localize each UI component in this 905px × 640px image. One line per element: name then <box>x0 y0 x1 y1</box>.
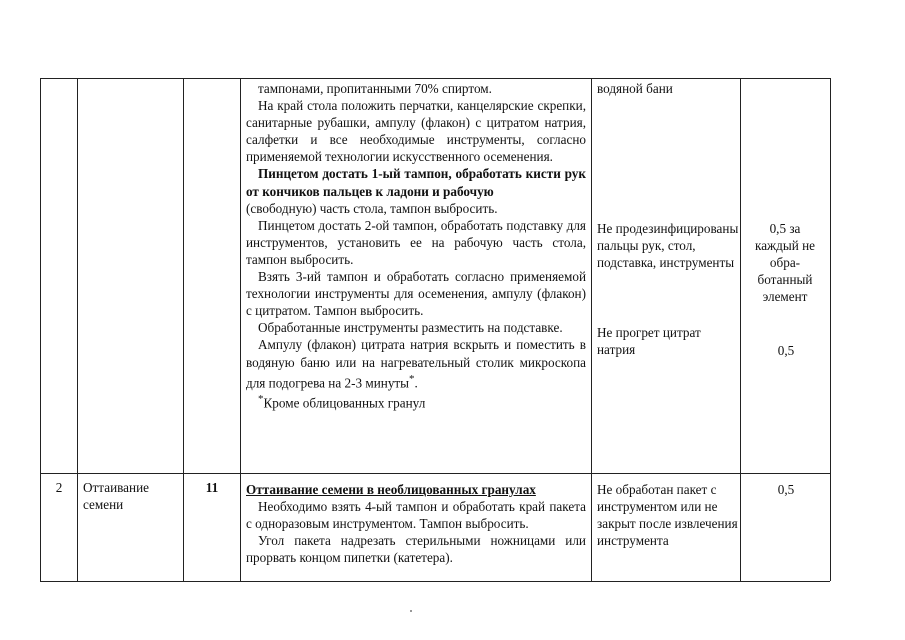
period: . <box>414 374 418 390</box>
procedure-step: Угол пакета надрезать стерильными ножницами или прорвать концом пипетки (катетера). <box>246 533 586 566</box>
row-number: 2 <box>55 480 63 495</box>
points-text: 0,5 <box>777 482 795 497</box>
procedure-content-cell <box>246 481 586 566</box>
procedure-step-bold <box>246 165 586 199</box>
col-border-5 <box>591 78 592 581</box>
col-border-1 <box>40 78 41 581</box>
error-text: Не обработан пакет с инструментом или не закрыт после извлечения инструмента <box>597 482 738 549</box>
col-border-6 <box>740 78 741 581</box>
footnote-text: Кроме облицованных гранул <box>263 395 426 411</box>
error-text: водяной бани <box>597 81 673 96</box>
points-text: 0,5 за каждый не обра-ботанный элемент <box>754 221 815 305</box>
row-divider <box>40 473 830 474</box>
error-text: Не продезинфицированы пальцы рук, стол, подставка, инструменты <box>597 221 739 271</box>
points-text: 0,5 <box>777 343 795 358</box>
procedure-step: Необходимо взять 4-ый тампон и обработать край пакета с одноразовым инструментом. Тампон выбросить. <box>246 499 586 532</box>
procedure-step: На край стола положить перчатки, канцелярские скрепки, санитарные рубашки, ампулу (флакон) с цитратом натрия, салфетки и все необходимые инструменты, согласно применяемой технологии искусственного осеменения. <box>246 98 586 165</box>
stage-code: 11 <box>205 480 219 495</box>
footnote <box>246 391 586 411</box>
table-top-border <box>40 78 830 79</box>
stage-name: Оттаивание семени <box>83 480 149 513</box>
errors-cell <box>597 220 739 271</box>
procedure-step: (свободную) часть стола, тампон выбросить. <box>246 200 498 216</box>
points-cell <box>742 481 830 498</box>
scan-speck <box>410 610 412 612</box>
points-cell <box>742 342 830 359</box>
procedure-step: Обработанные инструменты разместить на подставке. <box>258 320 563 336</box>
table-bottom-border <box>40 581 830 582</box>
procedure-step: тампонами, пропитанными 70% спиртом. <box>258 81 492 96</box>
col-border-4 <box>240 78 241 581</box>
col-border-7 <box>830 78 831 581</box>
procedure-step <box>246 336 586 391</box>
procedure-step: Взять 3-ий тампон и обработать согласно применяемой технологии инструменты для осеменения, ампулу (флакон) с цитратом. Тампон выбросить. <box>246 269 586 319</box>
procedure-step-text: Пинцетом достать 1-ый тампон, обработать кисти рук от кончиков пальцев к ладони и рабочую <box>246 166 586 199</box>
error-text: Не прогрет цитрат натрия <box>597 325 701 358</box>
col-border-3 <box>183 78 184 581</box>
points-cell <box>750 220 820 305</box>
errors-cell <box>597 481 739 549</box>
procedure-step: Пинцетом достать 2-ой тампон, обработать подставку для инструментов, установить ее на рабочую часть стола, тампон выбросить. <box>246 217 586 267</box>
procedure-step-text: Ампулу (флакон) цитрата натрия вскрыть и поместить в водяную баню или на нагревательный столик микроскопа для подогрева на 2-3 минуты <box>246 337 586 390</box>
procedure-content-cell <box>246 80 586 412</box>
col-border-2 <box>77 78 78 581</box>
errors-cell <box>597 80 739 97</box>
footnote-mark: * <box>409 372 415 385</box>
section-heading: Оттаивание семени в необлицованных гранулах <box>246 482 536 497</box>
errors-cell <box>597 324 727 358</box>
footnote-mark: * <box>258 393 264 406</box>
